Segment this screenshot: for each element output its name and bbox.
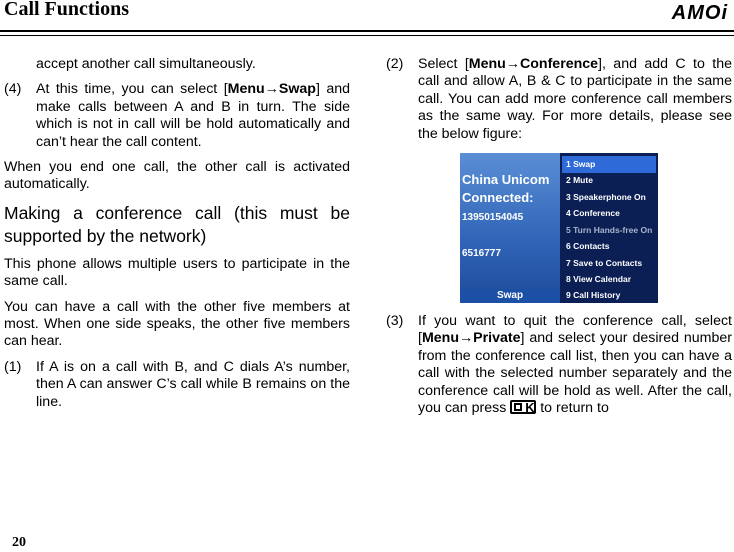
paragraph-five-members: You can have a call with the other five members at most. When one side speaks, the other five members can hear. xyxy=(4,298,350,350)
header-rule-thin xyxy=(0,35,734,36)
menu-item: 2 Mute xyxy=(566,175,593,186)
caller-number: 13950154045 xyxy=(462,212,524,224)
header-rule-thick xyxy=(0,30,734,32)
menu-item: 6 Contacts xyxy=(566,241,610,252)
menu-item: 1 Swap xyxy=(562,156,656,173)
paragraph-end-call: When you end one call, the other call is activated automatically. xyxy=(4,159,350,193)
page-number: 20 xyxy=(12,535,26,550)
list-number: (3) xyxy=(386,313,404,330)
connected-label: Connected: xyxy=(462,190,534,206)
left-column xyxy=(4,56,350,419)
page-header-title: Call Functions xyxy=(4,0,130,20)
menu-path-conference: Menu→Conference xyxy=(468,56,599,72)
menu-item: 7 Save to Contacts xyxy=(566,258,643,269)
menu-item: 4 Conference xyxy=(566,208,620,219)
list-number: (1) xyxy=(4,358,22,375)
swap-softkey: Swap xyxy=(460,289,560,303)
call-menu xyxy=(560,153,658,303)
menu-path-private: Menu→Private xyxy=(421,330,521,347)
list-item-1: (1) If A is on a call with B, and C dials A’s number, then A can answer C’s call while B remains on the line. xyxy=(4,358,350,410)
menu-item: 9 Call History xyxy=(566,290,621,301)
list-item-3: (3) If you want to quit the conference call, select [Menu→Private] and select your desired number from the conference call list, then you can have a call with the selected number separately and the conference call will be hold as well. After the call, you can press K to return to xyxy=(386,313,732,417)
list-number: (2) xyxy=(386,56,404,72)
phone-screenshot xyxy=(460,153,658,303)
right-column xyxy=(386,56,732,425)
carrier-label: China Unicom xyxy=(462,172,550,188)
menu-item: 8 View Calendar xyxy=(566,274,632,285)
section-heading: Making a conference call (this must be supported by the network) xyxy=(4,202,350,246)
list-item-2: (2) Select [Menu→Conference], and add C to the call and allow A, B & C to participate in the same call. You can add more conference call members as the same way. For more details, please see the below figure: xyxy=(386,56,732,142)
menu-item: 5 Turn Hands-free On xyxy=(566,225,653,236)
continuation-paragraph: accept another call simultaneously. xyxy=(36,56,256,72)
ok-key-icon: K xyxy=(510,400,536,414)
menu-path-swap: Menu→Swap xyxy=(227,81,316,98)
call-info-panel xyxy=(460,153,560,303)
list-number: (4) xyxy=(4,81,22,98)
list-item-4: (4) At this time, you can select [Menu→Swap] and make calls between A and B in turn. The side which is not in call will be hold automatically and can’t hear the call content. xyxy=(4,81,350,150)
paragraph-multi-users: This phone allows multiple users to participate in the same call. xyxy=(4,255,350,290)
amoi-logo: AMOi xyxy=(671,2,728,24)
second-number: 6516777 xyxy=(462,248,501,260)
menu-item: 3 Speakerphone On xyxy=(566,192,646,203)
